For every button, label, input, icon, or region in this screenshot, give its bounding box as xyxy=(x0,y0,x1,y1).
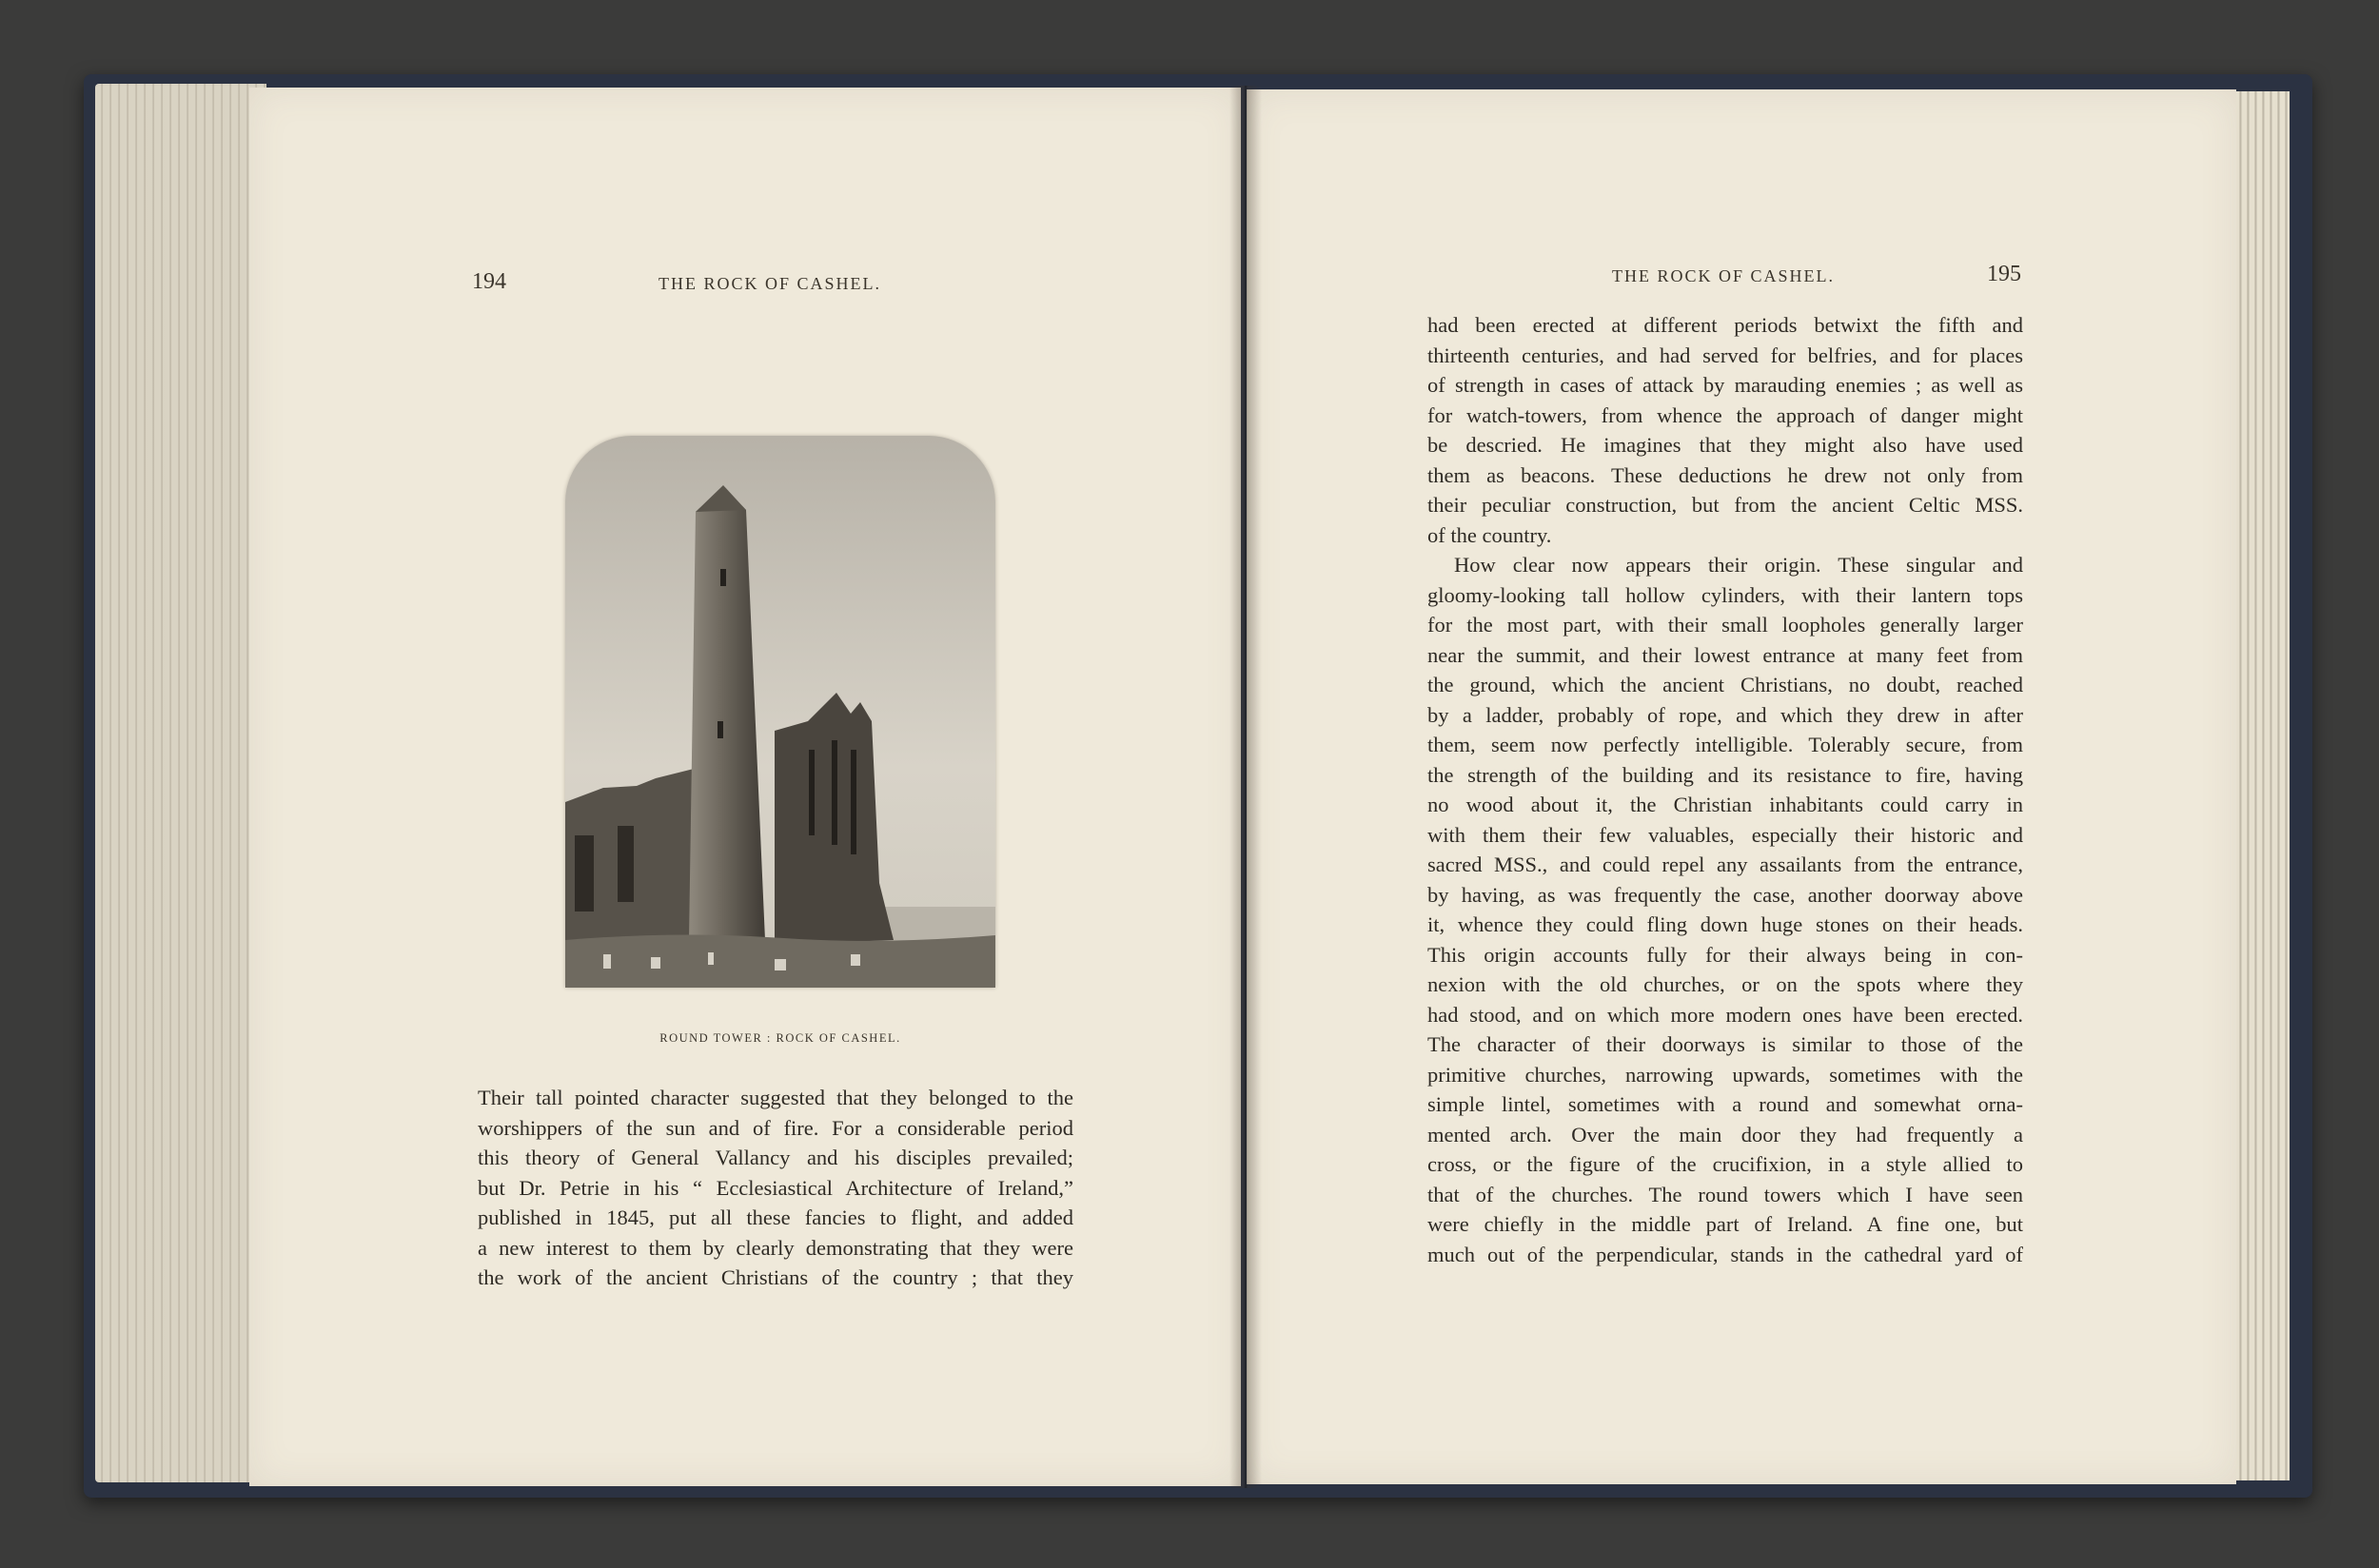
left-text-line: worshippers of the sun and of fire. For a considerable period xyxy=(478,1115,1073,1140)
right-text-line: How clear now appears their origin. These singular and xyxy=(1454,553,2023,577)
right-text-line: had stood, and on which more modern ones have been erected. xyxy=(1427,1002,2023,1027)
right-running-head: THE ROCK OF CASHEL. xyxy=(1612,266,1836,285)
right-body-text xyxy=(1427,310,2023,1269)
left-text-line: the work of the ancient Christians of the country ; that they xyxy=(478,1265,1073,1289)
right-text-line: were chiefly in the middle part of Ireland. A fine one, but xyxy=(1427,1212,2023,1236)
left-text-line: Their tall pointed character suggested that they belonged to the xyxy=(478,1086,1073,1109)
right-text-line: them, seem now perfectly intelligible. Tolerably secure, from xyxy=(1427,733,2023,756)
left-text-line: this theory of General Vallancy and his disciples prevailed; xyxy=(478,1146,1073,1169)
left-page-number: 194 xyxy=(472,269,506,294)
right-text-line: much out of the perpendicular, stands in the cathedral yard of xyxy=(1427,1242,2023,1266)
right-text-line: The character of their doorways is similar to those of the xyxy=(1427,1032,2023,1056)
left-text-line: published in 1845, put all these fancies to flight, and added xyxy=(478,1205,1073,1229)
left-body-text xyxy=(478,1083,1073,1293)
right-text-line: primitive churches, narrowing upwards, sometimes with the xyxy=(1427,1062,2023,1087)
right-text-line: This origin accounts fully for their always being in con- xyxy=(1427,942,2023,967)
right-page-number: 195 xyxy=(1987,262,2021,286)
right-text-line: thirteenth centuries, and had served for belfries, and for places xyxy=(1427,343,2023,367)
right-text-line: mented arch. Over the main door they had frequently a xyxy=(1427,1122,2023,1147)
book-gutter xyxy=(1229,86,1262,1488)
right-text-line: for the most part, with their small loopholes generally larger xyxy=(1427,613,2023,637)
right-text-line: simple lintel, sometimes with a round and somewhat orna- xyxy=(1427,1092,2023,1116)
right-text-line: the strength of the building and its resistance to fire, having xyxy=(1427,762,2023,787)
right-text-line: by a ladder, probably of rope, and which they drew in after xyxy=(1427,702,2023,727)
right-text-line: their peculiar construction, but from the ancient Celtic MSS. xyxy=(1427,493,2023,517)
right-text-line: be descried. He imagines that they might also have used xyxy=(1427,433,2023,457)
page-edges-left xyxy=(95,84,266,1482)
right-text-line: gloomy-looking tall hollow cylinders, with their lantern tops xyxy=(1427,582,2023,607)
right-text-line: for watch-towers, from whence the approach of danger might xyxy=(1427,402,2023,427)
plate-caption: ROUND TOWER : ROCK OF CASHEL. xyxy=(659,1031,901,1045)
right-text-line: that of the churches. The round towers which I have seen xyxy=(1427,1182,2023,1206)
right-text-line: cross, or the figure of the crucifixion, in a style allied to xyxy=(1427,1152,2023,1176)
right-text-line: near the summit, and their lowest entrance at many feet from xyxy=(1427,642,2023,667)
left-text-line: a new interest to them by clearly demonstrating that they were xyxy=(478,1235,1073,1260)
right-text-line: them as beacons. These deductions he drew not only from xyxy=(1427,462,2023,487)
right-text-line: the ground, which the ancient Christians, no doubt, reached xyxy=(1427,673,2023,696)
right-text-line: of the country. xyxy=(1427,522,1552,547)
right-text-line: sacred MSS., and could repel any assailants from the entrance, xyxy=(1427,853,2023,876)
right-text-line: nexion with the old churches, or on the spots where they xyxy=(1427,972,2023,996)
right-text-line: it, whence they could fling down huge stones on their heads. xyxy=(1427,912,2023,936)
round-tower-photograph xyxy=(565,436,995,988)
right-text-line: with them their few valuables, especially their historic and xyxy=(1427,822,2023,847)
right-text-line: by having, as was frequently the case, another doorway above xyxy=(1427,882,2023,907)
tower-illustration xyxy=(565,436,995,988)
right-text-line: no wood about it, the Christian inhabitants could carry in xyxy=(1427,793,2023,816)
right-text-line: of strength in cases of attack by marauding enemies ; as well as xyxy=(1427,373,2023,397)
right-text-line: had been erected at different periods betwixt the fifth and xyxy=(1427,313,2023,337)
left-running-head: THE ROCK OF CASHEL. xyxy=(659,274,882,293)
left-text-line: but Dr. Petrie in his “ Ecclesiastical Architecture of Ireland,” xyxy=(478,1175,1073,1200)
